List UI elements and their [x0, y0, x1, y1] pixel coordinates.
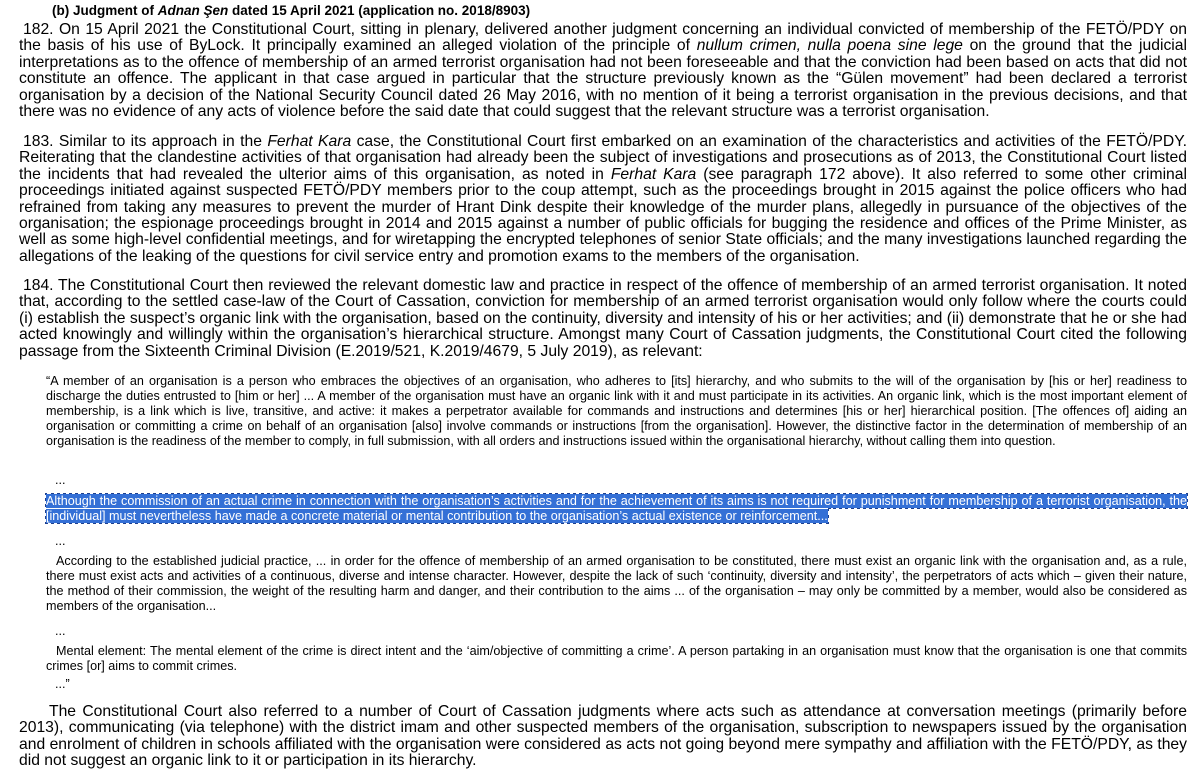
paragraph-final: The Constitutional Court also referred to a number of Court of Cassation judgments where acts such as attendance at conversation meetings (primarily before 2013), communicating (via telephone) with the district imam and other suspected members of the organisation, subscription to newspapers issued by the organisation and enrolment of children in schools affiliated with the organisation were considered as acts not going beyond mere sympathy and affiliation with the FETÖ/PDY, as they did not suggest an organic link to it or participation in its hierarchy.	[19, 703, 1187, 770]
quote-ellipsis-1: ...	[55, 473, 66, 487]
quote-ellipsis-3: ...	[55, 624, 66, 638]
p182-text-b: on the ground that the judicial interpretations as to the offence of membership of an armed terrorist organisation had not been foreseeable and that the conviction had been based on acts that did not constitute an offence. The applicant in that case argued in particular that the structure previously known as the “Gülen movement” had been declared a terrorist organisation by a decision of the National Security Council dated 26 May 2016, with no mention of it being a terrorist organisation in the previous decisions, and that there was no evidence of any acts of violence before the said date that could suggest that the relevant structure was a terrorist organisation.	[19, 37, 1187, 121]
p183-case-name-2: Ferhat Kara	[610, 165, 697, 183]
paragraph-182	[19, 22, 1187, 120]
p182-text-a: 182. On 15 April 2021 the Constitutional Court, sitting in plenary, delivered another judgment concerning an individual convicted of membership of the FETÖ/PDY on the basis of his use of ByLock. It principally examined an alleged violation of the principle of	[19, 21, 1187, 55]
quote-1-text: “A member of an organisation is a person who embraces the objectives of an organisation, who adheres to [its] hierarchy, and who submits to the will of the organisation by [his or her] readiness to discharge the duties entrusted to [him or her] ... A member of the organisation must have an organic link with it and must participate in its activities. An organic link, which is the most important element of membership, is a link which is live, transitive, and active: it makes a perpetrator available for commands and instructions and determines [his or her] hierarchical position. [The offences of] aiding an organisation or committing a crime on behalf of an organisation [also] involve commands or instructions [from the organisation]. However, the distinctive factor in the determination of membership of an organisation is the readiness of the member to comply, in full submission, with all orders and instructions issued within the organisational hierarchy, without calling them into question.	[46, 374, 1187, 448]
quote-block-2-selected[interactable]	[46, 494, 1187, 524]
quote-ellipsis-2: ...	[55, 534, 66, 548]
heading-prefix: (b) Judgment of	[52, 3, 158, 18]
quote-block-4: Mental element: The mental element of the crime is direct intent and the ‘aim/objective of committing a crime’. A person partaking in an organisation must know that the organisation is one that commits crimes [or] aims to commit crimes.	[46, 644, 1187, 673]
paragraph-183	[19, 134, 1187, 265]
quote-ellipsis-end: ...”	[55, 677, 70, 691]
quote-block-1	[46, 374, 1187, 449]
section-heading	[52, 2, 530, 20]
quote-block-3: According to the established judicial practice, ... in order for the offence of membership of an armed organisation to be constituted, there must exist an organic link with the organisation and, as a rule, there must exist acts and activities of a continuous, diverse and intense character. However, despite the lack of such ‘continuity, diversity and intensity’, the perpetrators of acts which – given their nature, the method of their commission, the weight of the resulting harm and danger, and their contribution to the aims ... of the organisation – may only be committed by a member, would also be considered as members of the organisation...	[46, 554, 1187, 613]
paragraph-184: 184. The Constitutional Court then reviewed the relevant domestic law and practice in respect of the offence of membership of an armed terrorist organisation. It noted that, according to the settled case-law of the Court of Cassation, conviction for membership of an armed terrorist organisation would only follow where the courts could (i) establish the suspect’s organic link with the organisation, based on the continuity, diversity and intensity of his or her activities; and (ii) demonstrate that he or she had acted knowingly and willingly within the organisation’s hierarchical structure. Amongst many Court of Cassation judgments, the Constitutional Court cited the following passage from the Sixteenth Criminal Division (E.2019/521, K.2019/4679, 5 July 2019), as relevant:	[19, 277, 1187, 360]
p182-latin-phrase: nullum crimen, nulla poena sine lege	[696, 37, 963, 55]
heading-case-name: Adnan Şen	[157, 3, 229, 18]
selected-text-highlight[interactable]: Although the commission of an actual crime in connection with the organisation’s activities and for the achievement of its aims is not required for punishment for membership of a terrorist organisation, the [individual] must nevertheless have made a concrete material or mental contribution to the organisation’s actual existence or reinforcement...	[46, 494, 1187, 523]
p183-text-a: 183. Similar to its approach in the	[23, 133, 268, 150]
heading-suffix: dated 15 April 2021 (application no. 2018/8903)	[228, 3, 531, 18]
p183-case-name-1: Ferhat Kara	[267, 133, 352, 150]
p183-text-b: case, the Constitutional Court first embarked on an examination of the characteristics and activities of the FETÖ/PDY. Reiterating that the clandestine activities of that organisation had already been the subject of investigations and prosecutions as of 2013, the Constitutional Court listed the incidents that had revealed the ulterior aims of this organisation, as noted in	[19, 133, 1187, 183]
p183-text-c: (see paragraph 172 above). It also referred to some other criminal proceedings initiated against suspected FETÖ/PDY members prior to the coup attempt, such as the proceedings brought in 2015 against the police officers who had refrained from taking any measures to prevent the murder of Hrant Dink despite their knowledge of the murder plans, allegedly in pursuance of the objectives of the organisation; the espionage proceedings brought in 2014 and 2015 against a number of public officials for bugging the residence and offices of the Prime Minister, as well as some high-level confidential meetings, and for wiretapping the encrypted telephones of senior State officials; and the many investigations launched regarding the allegations of the leaking of the questions for civil service entry and promotion exams to the members of the organisation.	[19, 165, 1187, 265]
